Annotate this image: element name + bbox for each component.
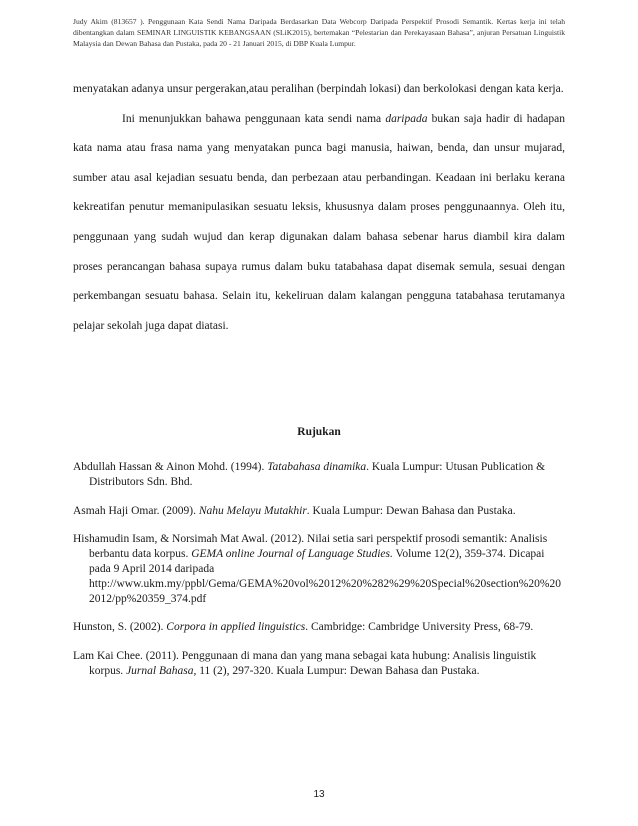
reference-title: Tatabahasa dinamika — [267, 461, 367, 473]
paragraph-text: bukan saja hadir di hadapan kata nama atau frasa nama yang menyatakan punca bagi manusia, haiwan, benda, dan unsur mujarad, sumber atau asal kejadian sesuatu benda, dan perbezaan atau perbandingan. Keadaan ini berlaku kerana kekreatifan penutur memanipulasikan sesuatu leksis, khususnya dalam proses penggunaannya. Oleh itu, penggunaan yang sudah wujud dan kerap digunakan dalam bahasa sebenar harus diambil kira dalam proses perancangan bahasa supaya rumus dalam buku tatabahasa dapat disemak semula, sesuai dengan perkembangan sesuatu bahasa. Selain itu, kekeliruan dalam kalangan pengguna tatabahasa terutamanya pelajar sekolah juga dapat diatasi. — [73, 112, 566, 332]
reference-entry — [73, 620, 565, 635]
paragraph-continuation: menyatakan adanya unsur pergerakan,atau peralihan (berpindah lokasi) dan berkolokasi dengan kata kerja. — [73, 83, 564, 95]
reference-title: GEMA online Journal of Language Studies. — [191, 548, 393, 561]
reference-text: . Cambridge: Cambridge University Press, 68-79. — [305, 621, 534, 634]
running-header: Judy Akim (813657 ). Penggunaan Kata Sendi Nama Daripada Berdasarkan Data Webcorp Daripada Perspektif Prosodi Semantik. Kertas kerja ini telah dibentangkan dalam SEMINAR LINGUISTIK KEBANGSAAN (SLiK2015), bertemakan “Pelestarian dan Perekayasaan Bahasa”, anjuran Persatuan Linguistik Malaysia dan Dewan Bahasa dan Pustaka, pada 20 - 21 Januari 2015, di DBP Kuala Lumpur. — [73, 17, 565, 48]
reference-entry — [73, 649, 565, 679]
references-heading: Rujukan — [297, 426, 341, 438]
reference-text: . Kuala Lumpur: Dewan Bahasa dan Pustaka. — [306, 504, 516, 517]
reference-entry — [73, 532, 565, 606]
reference-url[interactable]: http://www.ukm.my/ppbl/Gema/GEMA%20vol%2012%20%282%29%20Special%20section%20%202012/pp%20359_374.pdf — [89, 577, 561, 605]
reference-title: Corpora in applied linguistics — [166, 621, 306, 634]
paragraph-text: Ini menunjukkan bahawa penggunaan kata sendi nama — [122, 112, 386, 125]
page-number: 13 — [313, 789, 325, 800]
reference-text: Lam Kai Chee. (2011). Penggunaan di mana dan yang mana sebagai kata hubung: Analisis linguistik korpus. — [73, 650, 537, 677]
paragraph-conclusion — [73, 105, 565, 342]
reference-text: Hunston, S. (2002). — [73, 621, 167, 634]
reference-text: Hishamudin Isam, & Norsimah Mat Awal. (2012). Nilai setia sari perspektif prosodi semantik: Analisis berbantu data korpus. — [73, 533, 548, 561]
reference-entry — [73, 504, 565, 519]
reference-text: Asmah Haji Omar. (2009). — [73, 504, 199, 517]
reference-text: , 11 (2), 297-320. Kuala Lumpur: Dewan Bahasa dan Pustaka. — [193, 664, 480, 677]
body-text — [73, 75, 565, 341]
italic-term: daripada — [385, 112, 428, 125]
reference-text: . Kuala Lumpur: Utusan Publication & Distributors Sdn. Bhd. — [89, 461, 546, 488]
reference-text: Abdullah Hassan & Ainon Mohd. (1994). — [73, 461, 268, 473]
reference-title: Jurnal Bahasa — [126, 664, 194, 677]
reference-text: Volume 12(2), 359-374. Dicapai pada 9 April 2014 daripada — [89, 548, 545, 575]
reference-title: Nahu Melayu Mutakhir — [198, 504, 307, 517]
reference-entry — [73, 460, 565, 490]
references-list — [73, 460, 565, 693]
